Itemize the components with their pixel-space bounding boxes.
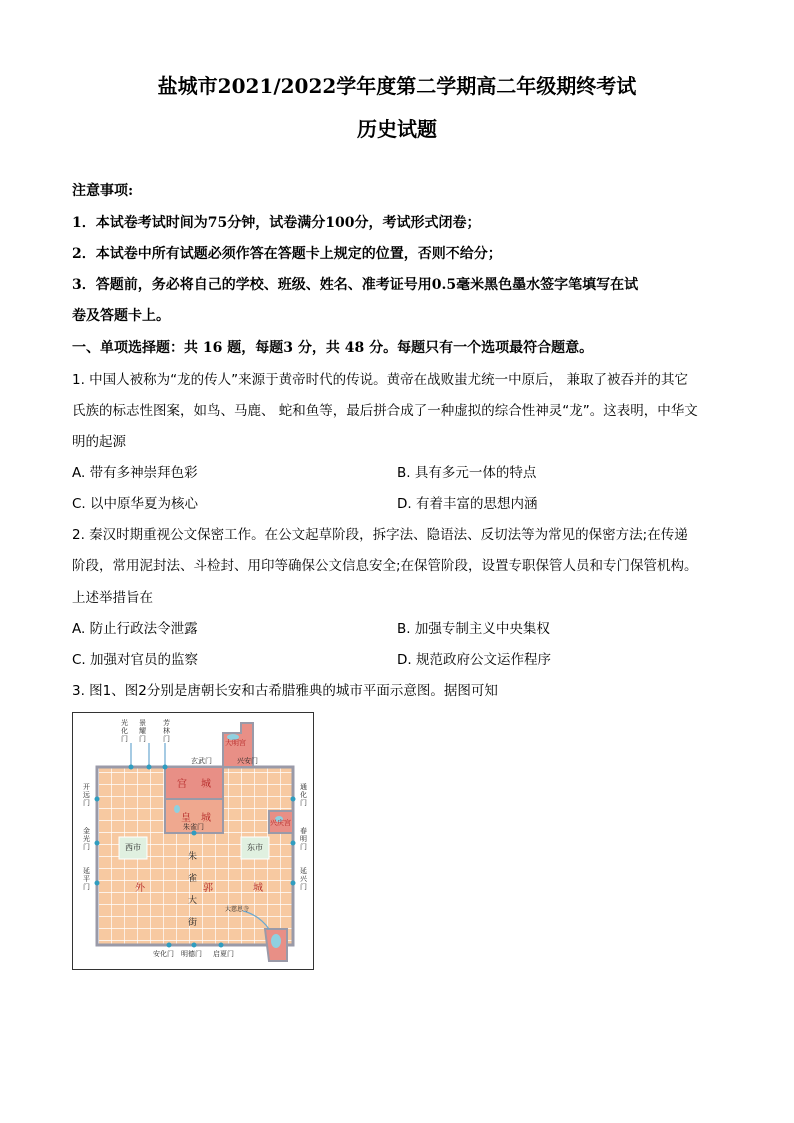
map-label-right-gate: 通化门 (300, 783, 307, 807)
question-text: 上述举措旨在 (72, 590, 153, 606)
map-label-xingan: 兴安门 (237, 757, 258, 765)
gate-dot (95, 841, 100, 846)
gate-dot (167, 943, 172, 948)
map-label-xuanwu: 玄武门 (191, 757, 212, 765)
gate-dot (163, 765, 168, 770)
map-label-bottom-gate: 启夏门 (213, 950, 234, 958)
question-text: 阶段，常用泥封法、斗检封、用印等确保公文信息安全;在保管阶段，设置专职保管人员和专门保管机构。 (72, 558, 698, 574)
notice-item: 2．本试卷中所有试题必须作答在答题卡上规定的位置，否则不给分； (72, 246, 502, 262)
map-label-west-market: 西市 (125, 843, 141, 852)
gate-dot (291, 841, 296, 846)
map-label-street: 朱 (188, 852, 198, 862)
map-label-xingqing: 兴庆宫 (270, 819, 291, 827)
question-text: 3. 图1、图2分别是唐朝长安和古希腊雅典的城市平面示意图。据图可知 (72, 683, 498, 699)
option-a: A. 防止行政法令泄露 (72, 621, 198, 637)
map-label-east-market: 东市 (247, 843, 263, 852)
notice-heading: 注意事项: (72, 183, 134, 199)
notice-item: 3．答题前，务必将自己的学校、班级、姓名、准考证号用0.5毫米黑色墨水签字笔填写在试 (72, 277, 639, 293)
option-c: C. 加强对官员的监察 (72, 652, 199, 668)
canal (131, 743, 165, 767)
map-label-top-gate: 芳林门 (163, 719, 170, 743)
question-text: 1. 中国人被称为“龙的传人”来源于黄帝时代的传说。黄帝在战败蚩尤统一中原后， 兼取了被吞并的其它 (72, 372, 688, 388)
map-label-street: 雀 (188, 874, 198, 884)
map-label-huang: 皇 (181, 813, 191, 824)
map-label-left-gate: 金光门 (83, 827, 90, 851)
map-label-dayan: 大慈恩寺 (225, 906, 250, 913)
option-b: B. 具有多元一体的特点 (397, 465, 537, 481)
map-label-top-gate: 光化门 (121, 719, 128, 743)
option-a: A. 带有多神崇拜色彩 (72, 465, 198, 481)
map-label-cheng3: 城 (253, 883, 263, 894)
gate-dot (291, 797, 296, 802)
question-text: 2. 秦汉时期重视公文保密工作。在公文起草阶段，拆字法、隐语法、反切法等为常见的保密方法;在传递 (72, 527, 688, 543)
map-label-bottom-gate: 安化门 (153, 950, 174, 958)
map-label-cheng2: 城 (201, 813, 211, 824)
map-label-street: 街 (188, 918, 198, 928)
gate-dot (291, 881, 296, 886)
map-label-zhuque-gate: 朱雀门 (183, 823, 204, 831)
map-label-wai: 外 (135, 883, 145, 894)
map-label-guo: 郭 (203, 883, 213, 894)
map-label-left-gate: 延平门 (83, 867, 90, 891)
question-text: 明的起源 (72, 434, 126, 450)
option-c: C. 以中原华夏为核心 (72, 496, 199, 512)
map-label-right-gate: 延兴门 (300, 867, 307, 891)
notice-item: 卷及答题卡上。 (72, 308, 170, 324)
gate-dot (147, 765, 152, 770)
exam-title: 盐城市2021/2022学年度第二学期高二年级期终考试 (157, 74, 637, 98)
map-label-left-gate: 开远门 (83, 783, 90, 807)
map-label-daming: 大明宫 (225, 739, 246, 747)
pond (174, 805, 180, 813)
pond (271, 934, 281, 948)
map-label-gong: 宫 (177, 779, 187, 790)
section-heading: 一、单项选择题：共 16 题，每题3 分，共 48 分。每题只有一个选项最符合题意。 (72, 340, 594, 356)
changan-map (73, 713, 313, 969)
option-d: D. 有着丰富的思想内涵 (397, 496, 538, 512)
option-d: D. 规范政府公文运作程序 (397, 652, 551, 668)
map-label-bottom-gate: 明德门 (181, 950, 202, 958)
palace-city (165, 767, 223, 799)
notice-item: 1．本试卷考试时间为75分钟，试卷满分100分，考试形式闭卷； (72, 215, 481, 231)
gate-dot (192, 943, 197, 948)
gate-dot (192, 831, 197, 836)
map-label-right-gate: 春明门 (300, 827, 307, 851)
map-label-cheng: 城 (201, 779, 211, 790)
changan-map-figure (72, 712, 314, 970)
question-text: 氏族的标志性图案，如鸟、马鹿、 蛇和鱼等，最后拼合成了一种虚拟的综合性神灵“龙”。这表明，中华文 (72, 403, 698, 419)
gate-dot (95, 797, 100, 802)
map-label-top-gate: 景耀门 (139, 719, 146, 743)
exam-subject: 历史试题 (357, 117, 437, 141)
option-b: B. 加强专制主义中央集权 (397, 621, 550, 637)
gate-dot (95, 881, 100, 886)
gate-dot (219, 943, 224, 948)
gate-dot (129, 765, 134, 770)
map-label-street: 大 (188, 896, 198, 906)
